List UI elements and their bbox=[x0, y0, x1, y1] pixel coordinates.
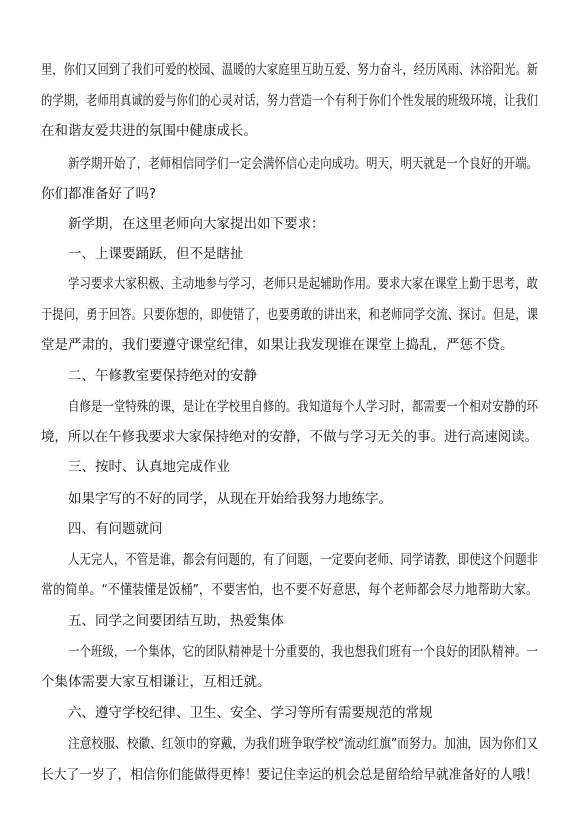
text-line: 注意校服、校徽、红领巾的穿戴，为我们班争取学校“流动红旗”而努力。加油，因为你们又 bbox=[68, 736, 538, 752]
text-line: 一个班级，一个集体，它的团队精神是十分重要的，我也想我们班有一个良好的团队精神。一 bbox=[68, 644, 538, 660]
text-line: 如果字写的不好的同学，从现在开始给我努力地练字。 bbox=[68, 491, 392, 507]
text-line: 个集体需要大家互相谦让，互相迁就。 bbox=[41, 674, 271, 690]
text-line: 堂是严肃的，我们要遵守课堂纪律，如果让我发现谁在课堂上捣乱，严惩不贷。 bbox=[41, 337, 514, 353]
section-heading: 六、遵守学校纪律、卫生、安全、学习等所有需要规范的常规 bbox=[68, 705, 433, 721]
text-line: 新学期，在这里老师向大家提出如下要求： bbox=[68, 216, 325, 232]
text-line: 你们都准备好了吗? bbox=[41, 186, 157, 202]
section-heading: 五、同学之间要团结互助，热爱集体 bbox=[68, 613, 284, 629]
section-heading: 一、上课要踊跃，但不是瞎扯 bbox=[68, 246, 244, 262]
text-line: 人无完人，不管是谁，都会有问题的，有了问题，一定要向老师、同学请教，即使这个问题非 bbox=[68, 552, 538, 568]
text-line: 的学期，老师用真诚的爱与你们的心灵对话，努力营造一个有利于你们个性发展的班级环境，让我们 bbox=[41, 93, 538, 109]
text-line: 自修是一堂特殊的课，是让在学校里自修的。我知道每个人学习时，都需要一个相对安静的环 bbox=[68, 399, 538, 415]
section-heading: 四、有问题就问 bbox=[68, 521, 163, 537]
text-line: 新学期开始了，老师相信同学们一定会满怀信心走向成功。明天，明天就是一个良好的开端。 bbox=[68, 156, 538, 172]
text-line: 长大了一岁了，相信你们能做得更棒！要记住幸运的机会总是留给给早就准备好的人哦！ bbox=[41, 767, 538, 783]
section-heading: 三、按时、认真地完成作业 bbox=[68, 459, 230, 475]
text-line: 于提问，勇于回答。只要你想的，即使错了，也要勇敢的讲出来，和老师同学交流、探讨。但是，课 bbox=[41, 307, 538, 323]
text-line: 境，所以在午修我要求大家保持绝对的安静，不做与学习无关的事。进行高速阅读。 bbox=[41, 429, 538, 445]
section-heading: 二、午修教室要保持绝对的安静 bbox=[68, 368, 257, 384]
text-line: 里，你们又回到了我们可爱的校园、温暖的大家庭里互助互爱、努力奋斗，经历风雨、沐浴阳光。新 bbox=[41, 62, 538, 78]
text-line: 学习要求大家积极、主动地参与学习，老师只是起辅助作用。要求大家在课堂上勤于思考，敢 bbox=[68, 276, 538, 292]
text-line: 常的简单。“不懂装懂是饭桶”，不要害怕，也不要不好意思，每个老师都会尽力地帮助大家。 bbox=[41, 582, 538, 598]
text-line: 在和谐友爱共进的氛围中健康成长。 bbox=[41, 123, 257, 139]
